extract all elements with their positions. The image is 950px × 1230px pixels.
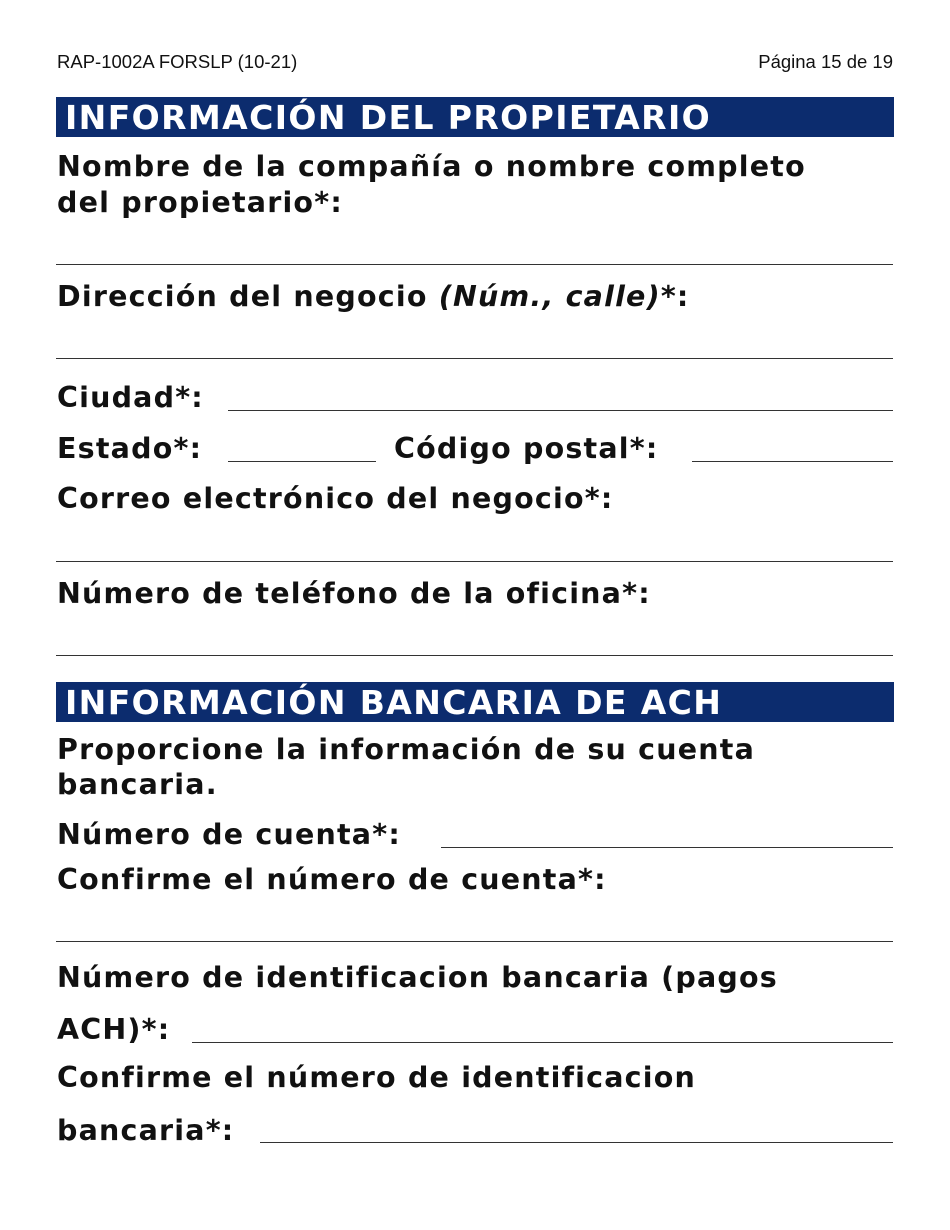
city-field[interactable] bbox=[228, 410, 893, 411]
confirm-account-field[interactable] bbox=[56, 941, 893, 942]
business-address-field[interactable] bbox=[56, 358, 893, 359]
routing-label-line1: Número de identificacion bancaria (pagos bbox=[57, 961, 778, 994]
company-name-label-line2: del propietario*: bbox=[57, 186, 343, 219]
business-address-label bbox=[57, 279, 690, 315]
business-email-field[interactable] bbox=[56, 561, 893, 562]
city-label: Ciudad*: bbox=[57, 381, 204, 414]
confirm-routing-label-line2: bancaria*: bbox=[57, 1114, 235, 1147]
office-phone-label: Número de teléfono de la oficina*: bbox=[57, 577, 651, 610]
routing-number-field[interactable] bbox=[192, 1042, 893, 1043]
form-id: RAP-1002A FORSLP (10-21) bbox=[57, 51, 298, 72]
company-name-field[interactable] bbox=[56, 264, 893, 265]
company-name-label-line1: Nombre de la compañía o nombre completo bbox=[57, 150, 806, 183]
confirm-routing-label-line1: Confirme el número de identificacion bbox=[57, 1061, 697, 1094]
zip-field[interactable] bbox=[692, 461, 893, 462]
confirm-account-label: Confirme el número de cuenta*: bbox=[57, 863, 607, 896]
routing-label-line2: ACH)*: bbox=[57, 1013, 171, 1046]
office-phone-field[interactable] bbox=[56, 655, 893, 656]
zip-label: Código postal*: bbox=[394, 432, 659, 465]
account-number-label: Número de cuenta*: bbox=[57, 818, 401, 851]
account-number-field[interactable] bbox=[441, 847, 893, 848]
business-email-label: Correo electrónico del negocio*: bbox=[57, 482, 614, 515]
confirm-routing-field[interactable] bbox=[260, 1142, 893, 1143]
page-number: Página 15 de 19 bbox=[758, 51, 893, 72]
business-address-suffix: *: bbox=[660, 280, 690, 313]
business-address-label-text: Dirección del negocio bbox=[57, 280, 439, 313]
bank-intro-line1: Proporcione la información de su cuenta bbox=[57, 733, 756, 766]
state-field[interactable] bbox=[228, 461, 376, 462]
state-label: Estado*: bbox=[57, 432, 203, 465]
bank-section-title: INFORMACIÓN BANCARIA DE ACH bbox=[56, 682, 894, 722]
business-address-hint: (Núm., calle) bbox=[438, 280, 661, 313]
owner-section-title: INFORMACIÓN DEL PROPIETARIO bbox=[56, 97, 894, 137]
bank-intro-line2: bancaria. bbox=[57, 768, 218, 801]
